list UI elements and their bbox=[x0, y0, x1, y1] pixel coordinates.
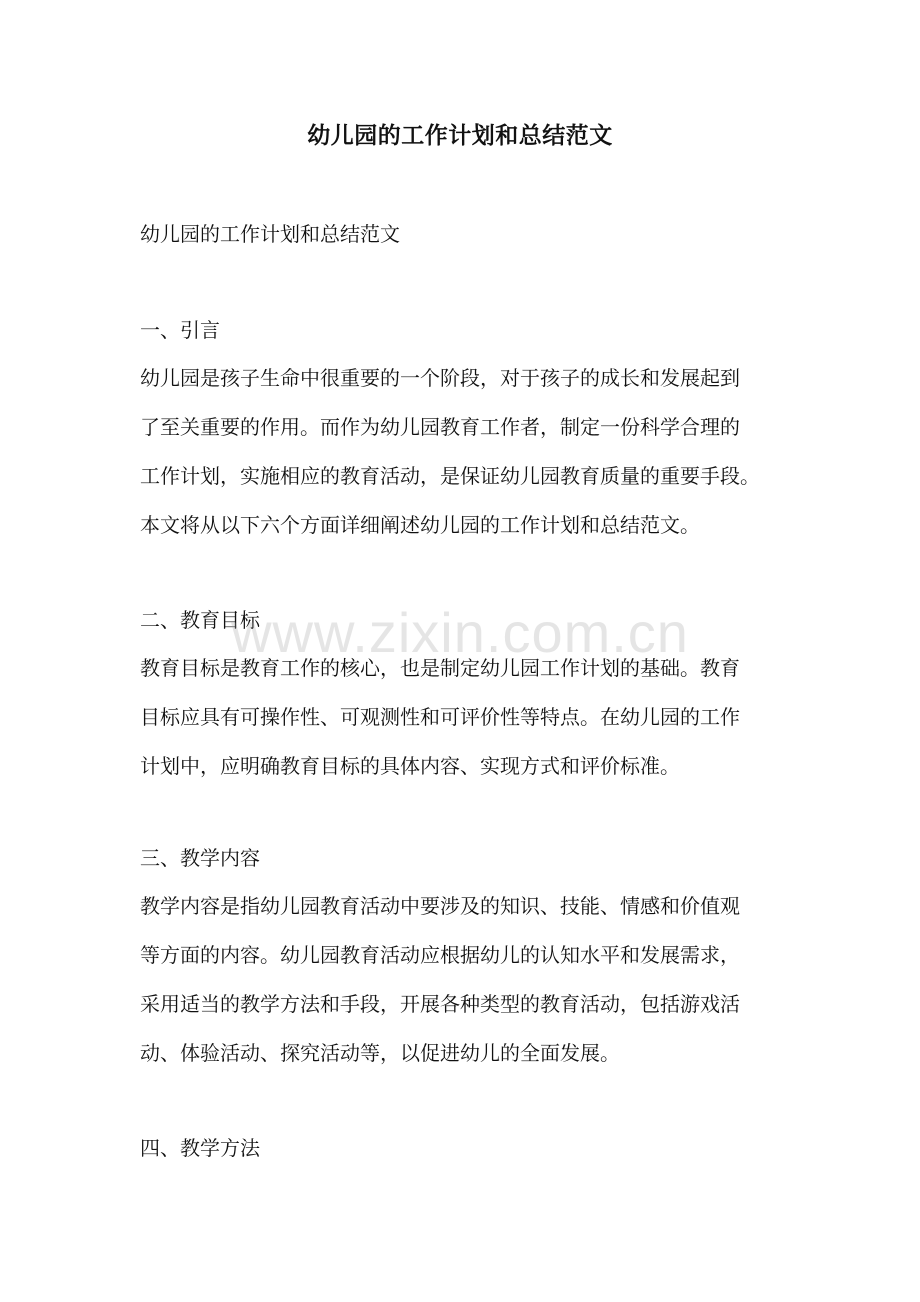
subtitle-line: 幼儿园的工作计划和总结范文 bbox=[140, 222, 400, 246]
section-heading-goals bbox=[140, 596, 790, 645]
paragraph-line: 工作计划，实施相应的教育活动，是保证幼儿园教育质量的重要手段。 bbox=[140, 464, 760, 488]
paragraph-line: 目标应具有可操作性、可观测性和可评价性等特点。在幼儿园的工作 bbox=[140, 705, 740, 729]
document-title: 幼儿园的工作计划和总结范文 bbox=[307, 122, 613, 149]
section-heading: 一、引言 bbox=[140, 318, 220, 342]
paragraph-line: 采用适当的教学方法和手段，开展各种类型的教育活动，包括游戏活 bbox=[140, 992, 740, 1016]
section-body-intro bbox=[140, 354, 790, 550]
paragraph-line: 幼儿园是孩子生命中很重要的一个阶段，对于孩子的成长和发展起到 bbox=[140, 366, 740, 390]
section-heading: 二、教育目标 bbox=[140, 608, 260, 632]
paragraph-line: 等方面的内容。幼儿园教育活动应根据幼儿的认知水平和发展需求， bbox=[140, 943, 740, 967]
section-heading: 三、教学内容 bbox=[140, 846, 260, 870]
section-heading: 四、教学方法 bbox=[140, 1136, 260, 1160]
section-heading-methods bbox=[140, 1124, 790, 1173]
watermark: www.zixin.com.cn bbox=[231, 601, 689, 664]
paragraph-line: 动、体验活动、探究活动等，以促进幼儿的全面发展。 bbox=[140, 1041, 620, 1065]
paragraph-line: 了至关重要的作用。而作为幼儿园教育工作者，制定一份科学合理的 bbox=[140, 415, 740, 439]
section-body-content bbox=[140, 882, 790, 1078]
section-heading-intro bbox=[140, 306, 790, 355]
section-body-goals bbox=[140, 644, 790, 791]
document-subtitle bbox=[140, 210, 790, 259]
paragraph-line: 教学内容是指幼儿园教育活动中要涉及的知识、技能、情感和价值观 bbox=[140, 894, 740, 918]
paragraph-line: 计划中，应明确教育目标的具体内容、实现方式和评价标准。 bbox=[140, 754, 680, 778]
paragraph-line: 本文将从以下六个方面详细阐述幼儿园的工作计划和总结范文。 bbox=[140, 513, 700, 537]
section-heading-content bbox=[140, 834, 790, 883]
paragraph-line: 教育目标是教育工作的核心，也是制定幼儿园工作计划的基础。教育 bbox=[140, 656, 740, 680]
